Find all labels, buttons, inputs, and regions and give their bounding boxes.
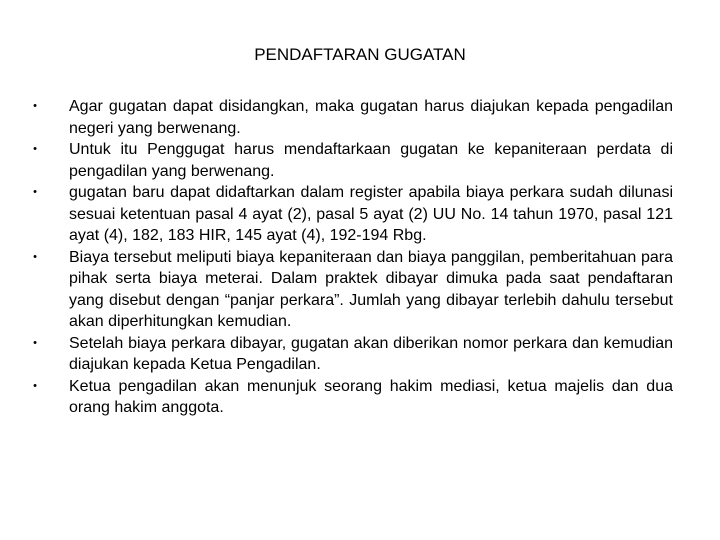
- bullet-item: [30, 376, 673, 419]
- bullet-text: gugatan baru dapat didaftarkan dalam register apabila biaya perkara sudah dilunasi sesuai ketentuan pasal 4 ayat (2), pasal 5 ayat (2) UU No. 14 tahun 1970, pasal 121 ayat (4), 182, 183 HIR, 145 ayat (4), 192-194 Rbg.: [69, 184, 673, 244]
- bullet-item: [30, 96, 673, 139]
- bullet-text: Ketua pengadilan akan menunjuk seorang hakim mediasi, ketua majelis dan dua orang hakim anggota.: [69, 377, 673, 416]
- bullet-list: [30, 96, 673, 419]
- bullet-text: Setelah biaya perkara dibayar, gugatan akan diberikan nomor perkara dan kemudian diajukan kepada Ketua Pengadilan.: [69, 334, 673, 373]
- bullet-item: [30, 139, 673, 182]
- bullet-item: [30, 333, 673, 376]
- bullet-text: Untuk itu Penggugat harus mendaftarkaan gugatan ke kepaniteraan perdata di pengadilan yang berwenang.: [69, 141, 673, 180]
- bullet-text: Biaya tersebut meliputi biaya kepaniteraan dan biaya panggilan, pemberitahuan para pihak serta biaya meterai. Dalam praktek dibayar dimuka pada saat pendaftaran yang disebut dengan “panjar perkara”. Jumlah yang dibayar terlebih dahulu tersebut akan diperhitungkan kemudian.: [69, 248, 673, 330]
- bullet-dot-icon: •: [33, 250, 37, 263]
- bullet-dot-icon: •: [33, 143, 37, 155]
- bullet-dot-icon: •: [33, 186, 37, 198]
- bullet-dot-icon: •: [33, 100, 37, 112]
- bullet-dot-icon: •: [33, 379, 37, 392]
- bullet-dot-icon: •: [33, 336, 37, 349]
- bullet-item: [30, 182, 673, 247]
- bullet-item: [30, 247, 673, 333]
- bullet-text: Agar gugatan dapat disidangkan, maka gugatan harus diajukan kepada pengadilan negeri yang berwenang.: [69, 98, 673, 137]
- slide-title: PENDAFTARAN GUGATAN: [254, 45, 466, 64]
